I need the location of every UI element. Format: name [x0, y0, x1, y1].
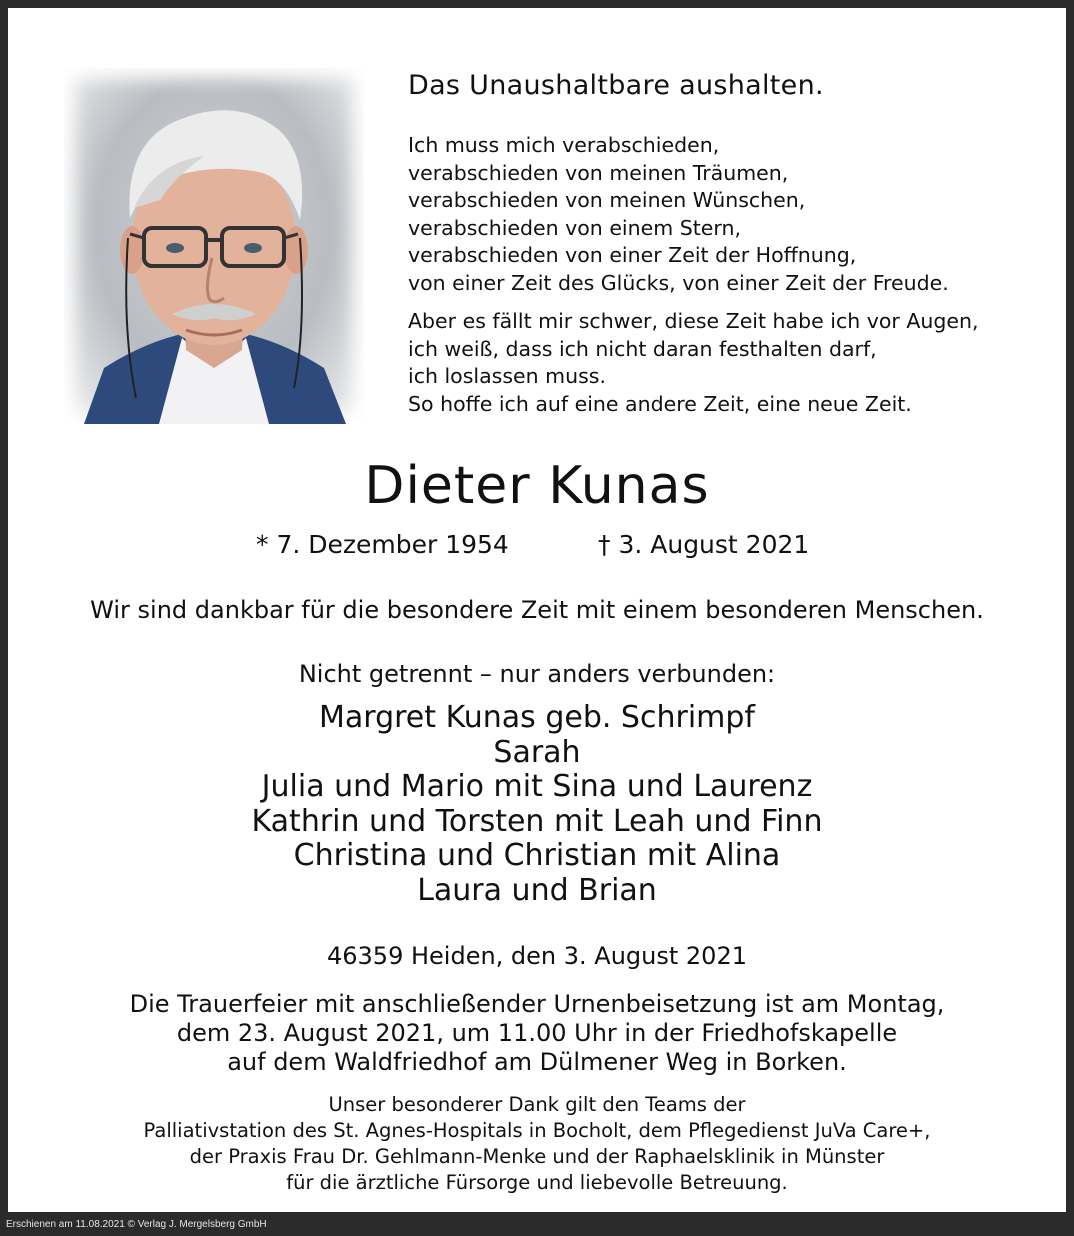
portrait-illustration [64, 68, 364, 424]
ceremony-line: dem 23. August 2021, um 11.00 Uhr in der Friedhofskapelle [176, 1019, 898, 1047]
poem-line: Aber es fällt mir schwer, diese Zeit habe ich vor Augen, [408, 309, 979, 333]
together-line: Nicht getrennt – nur anders verbunden: [298, 660, 776, 688]
family-member: Christina und Christian mit Alina [293, 838, 781, 873]
poem-line: von einer Zeit des Glücks, von einer Zeit der Freude. [408, 270, 949, 295]
family-member: Julia und Mario mit Sina und Laurenz [261, 769, 813, 804]
acknowledgement-line: der Praxis Frau Dr. Gehlmann-Menke und der Raphaelsklinik in Münster [189, 1145, 885, 1168]
poem-line: verabschieden von meinen Wünschen, [408, 188, 806, 212]
ceremony-info [8, 990, 1066, 1077]
family-member: Margret Kunas geb. Schrimpf [319, 700, 755, 735]
acknowledgements [8, 1092, 1066, 1196]
deceased-name: Dieter Kunas [364, 456, 710, 516]
ceremony-line: auf dem Waldfriedhof am Dülmener Weg in Borken. [227, 1048, 847, 1076]
family-member: Kathrin und Torsten mit Leah und Finn [251, 803, 823, 839]
place-date: 46359 Heiden, den 3. August 2021 [327, 942, 747, 970]
poem-line: verabschieden von meinen Träumen, [408, 160, 789, 185]
acknowledgement-line: Unser besonderer Dank gilt den Teams der [328, 1093, 746, 1116]
poem-line: ich loslassen muss. [408, 364, 606, 388]
death-date: † 3. August 2021 [598, 530, 810, 559]
family-member: Laura und Brian [417, 872, 657, 908]
birth-date: * 7. Dezember 1954 [256, 530, 509, 559]
thanks-line: Wir sind dankbar für die besondere Zeit mit einem besonderen Menschen. [90, 596, 984, 624]
poem-line: So hoffe ich auf eine andere Zeit, eine neue Zeit. [408, 391, 912, 416]
acknowledgement-line: für die ärztliche Fürsorge und liebevolle Betreuung. [286, 1171, 788, 1194]
family-member: Sarah [493, 734, 581, 770]
ceremony-line: Die Trauerfeier mit anschließender Urnenbeisetzung ist am Montag, [129, 990, 945, 1018]
poem-stanza-2 [408, 308, 1048, 418]
poem-line: verabschieden von einem Stern, [408, 215, 741, 240]
acknowledgement-line: Palliativstation des St. Agnes-Hospitals in Bocholt, dem Pflegedienst JuVa Care+, [143, 1119, 931, 1142]
poem [408, 132, 1048, 429]
poem-line: ich weiß, dass ich nicht daran festhalten darf, [408, 336, 877, 361]
poem-line: Ich muss mich verabschieden, [408, 133, 720, 157]
poem-title: Das Unaushaltbare aushalten. [408, 70, 824, 101]
family-list [8, 701, 1066, 908]
obituary-card [8, 8, 1066, 1212]
poem-stanza-1 [408, 132, 1048, 297]
poem-line: verabschieden von einer Zeit der Hoffnung, [408, 243, 857, 267]
publication-footer: Erschienen am 11.08.2021 © Verlag J. Mergelsberg GmbH [6, 1219, 267, 1230]
portrait-photo [64, 68, 364, 424]
